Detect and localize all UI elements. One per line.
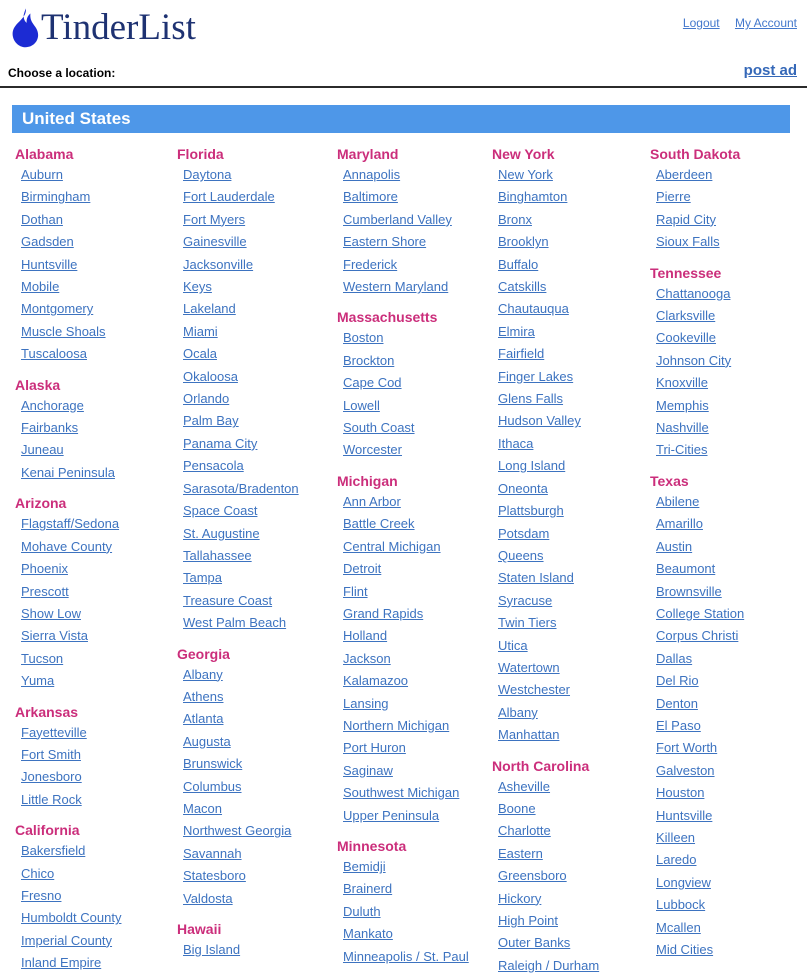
city-link[interactable]: Lakeland (183, 301, 236, 317)
city-link[interactable]: Twin Tiers (498, 615, 557, 631)
city-link[interactable]: Western Maryland (343, 279, 449, 295)
city-link[interactable]: Augusta (183, 733, 231, 749)
city-link[interactable]: Brunswick (183, 756, 243, 772)
city-link[interactable]: Jonesboro (21, 769, 82, 785)
header-divider (0, 86, 807, 88)
city-link[interactable]: Duluth (343, 903, 381, 919)
city-link[interactable]: Okaloosa (183, 368, 238, 384)
state-group (337, 307, 489, 461)
city-link[interactable]: Upper Peninsula (343, 807, 440, 823)
states-column-4 (489, 140, 647, 973)
choose-location-label: Choose a location: (8, 66, 116, 80)
state-group (177, 144, 334, 635)
state-group (650, 144, 790, 254)
city-link[interactable]: Clarksville (656, 308, 716, 324)
city-link[interactable]: Daytona (183, 167, 232, 182)
city-link[interactable]: Syracuse (498, 592, 553, 608)
city-link[interactable]: Flint (343, 583, 368, 599)
city-link[interactable]: Brockton (343, 352, 395, 368)
state-group (177, 644, 334, 910)
state-group (337, 836, 489, 968)
state-group (492, 756, 647, 977)
city-link[interactable]: Manhattan (498, 727, 560, 743)
city-link[interactable]: Juneau (21, 442, 64, 458)
city-link[interactable]: Little Rock (21, 791, 82, 807)
site-title: TinderList (41, 7, 196, 48)
city-link[interactable]: Outer Banks (498, 935, 571, 951)
city-link[interactable]: Catskills (498, 279, 547, 295)
city-link[interactable]: Macon (183, 800, 223, 816)
city-link[interactable]: Tuscaloosa (21, 346, 87, 362)
flame-icon (10, 8, 40, 48)
city-link[interactable]: Space Coast (183, 503, 258, 519)
city-link[interactable]: Baltimore (343, 189, 398, 205)
city-link[interactable]: Long Island (498, 458, 566, 474)
city-link[interactable]: Queens (498, 547, 544, 563)
city-link[interactable]: High Point (498, 913, 558, 928)
city-link[interactable]: Albany (183, 666, 223, 682)
city-link[interactable]: Buffalo (498, 256, 539, 272)
states-column-1 (12, 140, 174, 971)
city-link[interactable]: Auburn (21, 167, 63, 182)
state-header: Florida (177, 146, 224, 162)
city-link[interactable]: Denton (656, 695, 698, 711)
states-column-5 (647, 140, 790, 957)
city-link[interactable]: Killeen (656, 829, 696, 845)
city-link[interactable]: Miami (183, 323, 218, 339)
state-header: Alabama (15, 146, 74, 162)
city-link[interactable]: Houston (656, 785, 705, 801)
state-header: Minnesota (337, 837, 407, 854)
city-link[interactable]: Bakersfield (21, 843, 86, 859)
city-link[interactable]: Fort Smith (21, 746, 81, 762)
state-group (15, 375, 174, 485)
city-link[interactable]: Gadsden (21, 234, 74, 250)
city-link[interactable]: Palm Bay (183, 413, 239, 429)
city-link[interactable]: Sarasota/Bradenton (183, 480, 299, 496)
state-header: California (15, 822, 80, 839)
city-link[interactable]: Columbus (183, 778, 242, 794)
city-link[interactable]: Potsdam (498, 525, 550, 541)
city-link[interactable]: Huntsville (21, 256, 78, 272)
city-link[interactable]: Brainerd (343, 881, 393, 897)
city-link[interactable]: Fairbanks (21, 420, 79, 436)
city-link[interactable]: Tri-Cities (656, 442, 708, 458)
city-link[interactable]: Pierre (656, 189, 691, 205)
state-group (15, 702, 174, 812)
state-group (650, 471, 790, 962)
city-link[interactable]: Orlando (183, 391, 230, 407)
city-link[interactable]: Athens (183, 688, 224, 704)
city-link[interactable]: Port Huron (343, 740, 406, 756)
city-link[interactable]: Jacksonville (183, 256, 254, 272)
my-account-link[interactable]: My Account (734, 16, 797, 30)
city-link[interactable]: Northwest Georgia (183, 823, 292, 839)
city-link[interactable]: Northern Michigan (343, 717, 450, 733)
city-link[interactable]: College Station (656, 605, 745, 621)
city-link[interactable]: Lubbock (656, 897, 706, 913)
city-link[interactable]: Staten Island (498, 570, 574, 586)
city-link[interactable]: Worcester (343, 442, 402, 458)
city-link[interactable]: Mohave County (21, 538, 113, 554)
city-link[interactable]: Bemidji (343, 858, 386, 874)
city-link[interactable]: Longview (656, 874, 711, 890)
city-link[interactable]: Keys (183, 279, 212, 295)
city-link[interactable]: Tucson (21, 650, 64, 666)
city-link[interactable]: Yuma (21, 673, 55, 689)
city-link[interactable]: Fayetteville (21, 724, 87, 740)
city-link[interactable]: St. Augustine (183, 525, 260, 541)
city-link[interactable]: El Paso (656, 717, 701, 733)
city-link[interactable]: Mid Cities (656, 942, 714, 957)
state-header: Hawaii (177, 921, 222, 937)
city-link[interactable]: South Coast (343, 420, 415, 436)
city-link[interactable]: Chico (21, 865, 55, 881)
city-link[interactable]: Fort Worth (656, 740, 718, 756)
state-header: Tennessee (650, 264, 722, 281)
city-link[interactable]: Fort Myers (183, 211, 246, 227)
city-link[interactable]: Watertown (498, 659, 560, 675)
city-link[interactable]: Memphis (656, 397, 709, 413)
city-link[interactable]: Glens Falls (498, 391, 564, 407)
city-link[interactable]: Inland Empire (21, 955, 102, 971)
city-link[interactable]: Fresno (21, 887, 62, 903)
city-link[interactable]: Oneonta (498, 480, 548, 496)
city-link[interactable]: Cape Cod (343, 375, 402, 391)
city-link[interactable]: Lansing (343, 695, 389, 711)
city-link[interactable]: Boston (343, 330, 384, 346)
city-link[interactable]: Battle Creek (343, 516, 415, 532)
city-link[interactable]: Mcallen (656, 919, 701, 935)
city-link[interactable]: Birmingham (21, 189, 91, 205)
city-link[interactable]: Huntsville (656, 807, 713, 823)
city-link[interactable]: Ocala (183, 346, 217, 362)
city-link[interactable]: Corpus Christi (656, 628, 739, 644)
city-link[interactable]: Savannah (183, 845, 242, 861)
state-header: New York (492, 146, 555, 162)
city-link[interactable]: Anchorage (21, 397, 84, 413)
city-link[interactable]: Imperial County (21, 932, 113, 948)
city-link[interactable]: Prescott (21, 583, 69, 599)
country-banner: United States (12, 105, 790, 133)
city-link[interactable]: Boone (498, 800, 536, 816)
city-link[interactable]: Charlotte (498, 823, 551, 839)
city-link[interactable]: Detroit (343, 561, 382, 577)
state-header: Massachusetts (337, 309, 438, 326)
state-header: Arizona (15, 495, 67, 512)
city-link[interactable]: Pensacola (183, 458, 244, 474)
state-group (337, 471, 489, 827)
city-link[interactable]: Laredo (656, 852, 697, 868)
city-link[interactable]: Atlanta (183, 711, 224, 727)
city-link[interactable]: Tampa (183, 570, 223, 586)
city-link[interactable]: Hickory (498, 890, 542, 906)
state-group (15, 144, 174, 366)
city-link[interactable]: Big Island (183, 942, 241, 957)
city-link[interactable]: Aberdeen (656, 167, 713, 182)
city-link[interactable]: Minneapolis / St. Paul (343, 948, 469, 964)
city-link[interactable]: Plattsburgh (498, 503, 564, 519)
city-link[interactable]: Kalamazoo (343, 673, 409, 689)
page-header (0, 0, 807, 58)
city-link[interactable]: Amarillo (656, 516, 703, 532)
city-link[interactable]: Raleigh / Durham (498, 957, 600, 973)
city-link[interactable]: Flagstaff/Sedona (21, 516, 120, 532)
state-header: South Dakota (650, 146, 741, 162)
top-nav (671, 16, 797, 30)
city-link[interactable]: Austin (656, 538, 693, 554)
city-link[interactable]: Valdosta (183, 890, 233, 906)
city-link[interactable]: Utica (498, 637, 528, 653)
state-header: Arkansas (15, 703, 79, 720)
city-link[interactable]: Bronx (498, 211, 532, 227)
city-link[interactable]: Asheville (498, 778, 551, 794)
post-ad-link[interactable]: post ad (743, 62, 797, 79)
city-link[interactable]: Frederick (343, 256, 398, 272)
states-column-3 (334, 140, 489, 964)
location-bar (0, 60, 807, 86)
city-link[interactable]: Abilene (656, 493, 700, 509)
city-link[interactable]: Phoenix (21, 561, 68, 577)
city-link[interactable]: Chautauqua (498, 301, 569, 317)
city-link[interactable]: Dallas (656, 650, 693, 666)
state-group (337, 144, 489, 298)
city-link[interactable]: Central Michigan (343, 538, 441, 554)
city-link[interactable]: Del Rio (656, 673, 699, 689)
state-group (492, 144, 647, 747)
city-link[interactable]: Southwest Michigan (343, 785, 460, 801)
logout-link[interactable]: Logout (682, 16, 720, 30)
state-group (15, 493, 174, 692)
state-group (15, 820, 174, 974)
city-link[interactable]: Greensboro (498, 868, 567, 884)
city-link[interactable]: Annapolis (343, 167, 401, 182)
city-link[interactable]: Brooklyn (498, 234, 549, 250)
city-link[interactable]: Cookeville (656, 330, 716, 346)
city-link[interactable]: Rapid City (656, 211, 716, 227)
city-link[interactable]: Treasure Coast (183, 592, 273, 608)
city-link[interactable]: Eastern Shore (343, 234, 427, 250)
city-link[interactable]: Fort Lauderdale (183, 189, 275, 205)
city-link[interactable]: Johnson City (656, 352, 732, 368)
city-link[interactable]: Montgomery (21, 301, 94, 317)
city-link[interactable]: Muscle Shoals (21, 323, 106, 339)
city-link[interactable]: Lowell (343, 397, 380, 413)
city-link[interactable]: Finger Lakes (498, 368, 574, 384)
city-link[interactable]: New York (498, 167, 553, 182)
city-link[interactable]: Knoxville (656, 375, 709, 391)
city-link[interactable]: Ann Arbor (343, 493, 401, 509)
states-column-2 (174, 140, 334, 957)
state-header: Maryland (337, 146, 399, 162)
city-link[interactable]: Galveston (656, 762, 715, 778)
state-group (177, 919, 334, 961)
city-link[interactable]: Saginaw (343, 762, 393, 778)
city-link[interactable]: Fairfield (498, 346, 545, 362)
city-link[interactable]: Beaumont (656, 561, 716, 577)
city-link[interactable]: Panama City (183, 435, 258, 451)
city-link[interactable]: Humboldt County (21, 910, 122, 926)
site-logo[interactable] (10, 6, 196, 49)
state-group (650, 263, 790, 462)
city-link[interactable]: Grand Rapids (343, 605, 424, 621)
states-grid (12, 140, 790, 973)
city-link[interactable]: Gainesville (183, 234, 247, 250)
city-link[interactable]: Dothan (21, 211, 63, 227)
city-link[interactable]: Albany (498, 704, 538, 720)
city-link[interactable]: Show Low (21, 605, 81, 621)
city-link[interactable]: Mobile (21, 279, 60, 295)
city-link[interactable]: Statesboro (183, 868, 246, 884)
city-link[interactable]: Kenai Peninsula (21, 464, 115, 480)
state-header: Georgia (177, 645, 230, 662)
city-link[interactable]: Sioux Falls (656, 234, 720, 250)
city-link[interactable]: Tallahassee (183, 547, 252, 563)
state-header: Alaska (15, 376, 61, 393)
city-link[interactable]: Westchester (498, 682, 571, 698)
city-link[interactable]: West Palm Beach (183, 615, 287, 631)
city-link[interactable]: Holland (343, 628, 388, 644)
city-link[interactable]: Binghamton (498, 189, 568, 205)
city-link[interactable]: Cumberland Valley (343, 211, 452, 227)
state-header: North Carolina (492, 757, 590, 774)
state-header: Michigan (337, 472, 398, 489)
city-link[interactable]: Elmira (498, 323, 535, 339)
city-link[interactable]: Ithaca (498, 435, 534, 451)
city-link[interactable]: Brownsville (656, 583, 722, 599)
city-link[interactable]: Hudson Valley (498, 413, 581, 429)
city-link[interactable]: Nashville (656, 420, 709, 436)
city-link[interactable]: Eastern (498, 845, 543, 861)
city-link[interactable]: Mankato (343, 926, 393, 942)
city-link[interactable]: Chattanooga (656, 285, 731, 301)
city-link[interactable]: Jackson (343, 650, 391, 666)
city-link[interactable]: Sierra Vista (21, 628, 88, 644)
state-header: Texas (650, 472, 689, 489)
